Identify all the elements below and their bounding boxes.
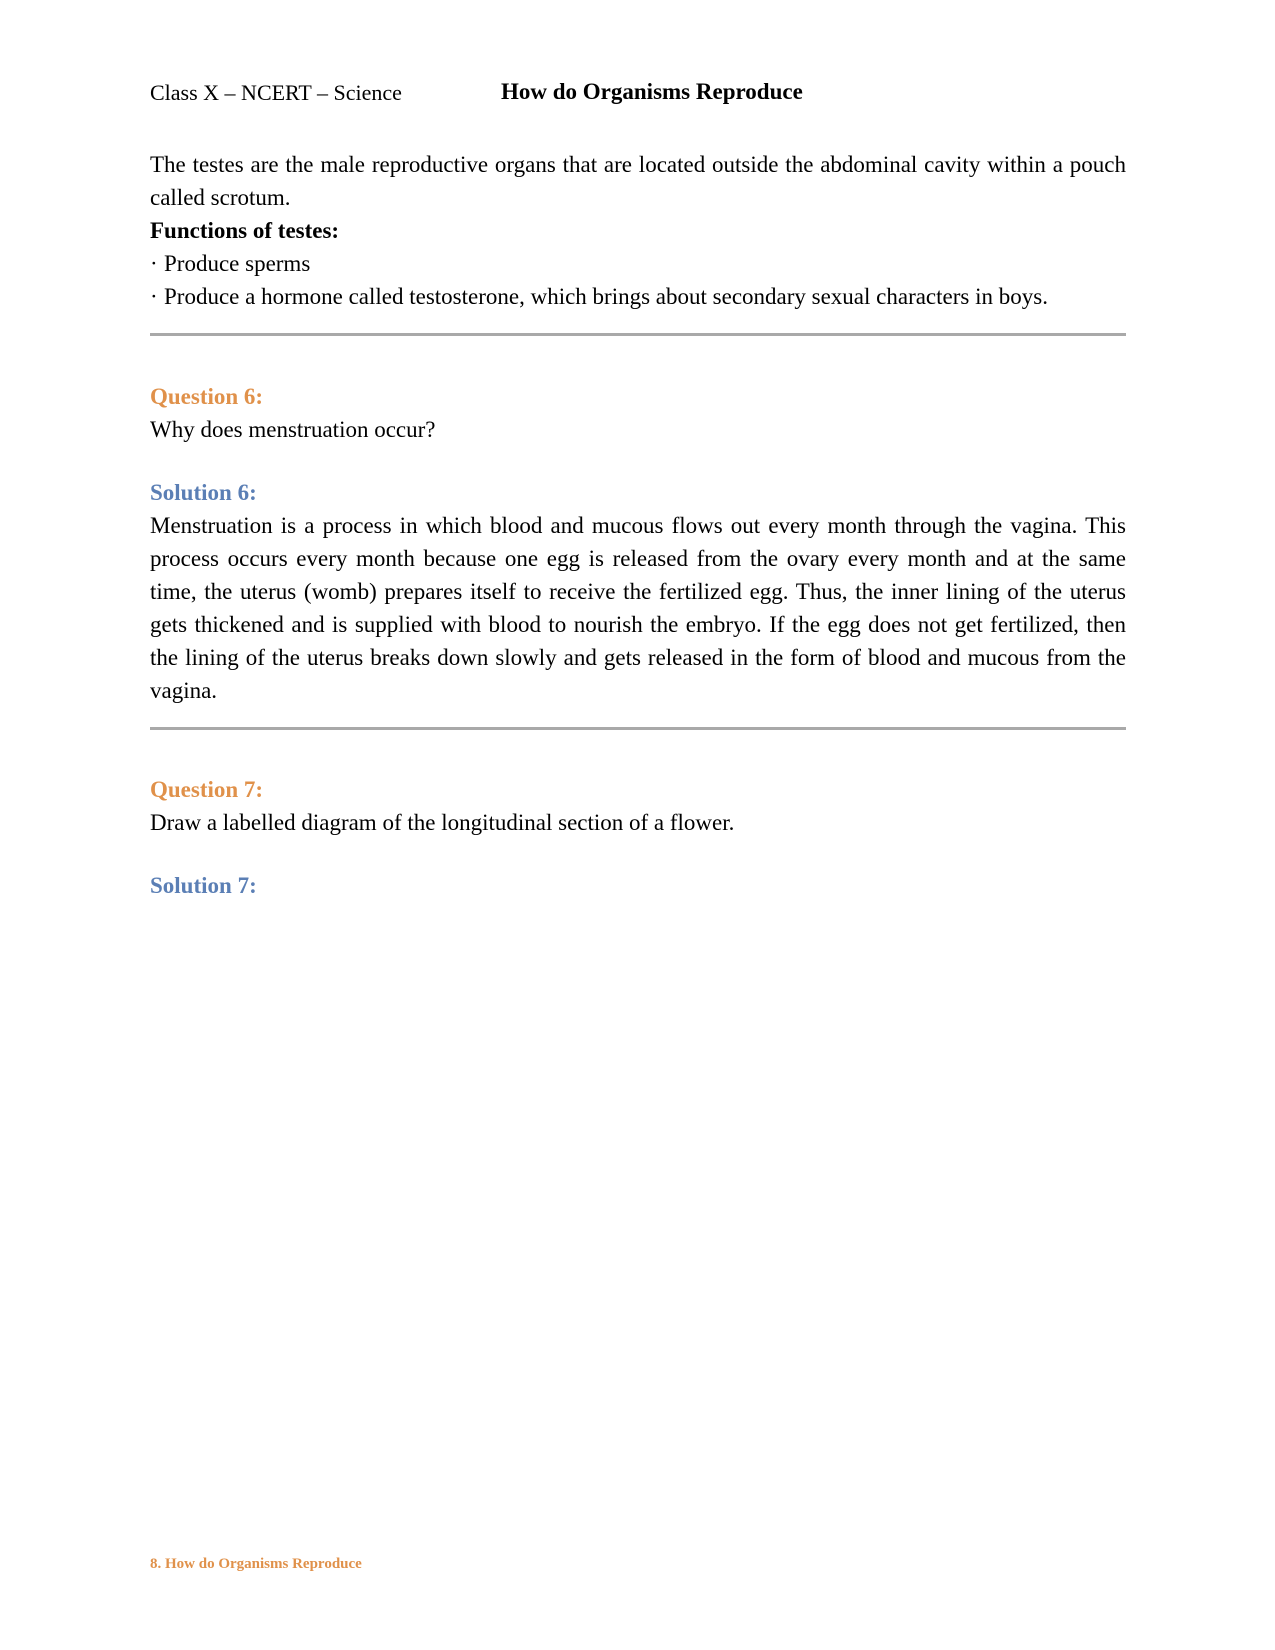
question-6-text: Why does menstruation occur?	[150, 417, 436, 442]
bullet-text: Produce sperms	[164, 251, 311, 276]
document-page	[150, 0, 1126, 1650]
solution-7-label: Solution 7:	[150, 873, 257, 898]
question-6-label: Question 6:	[150, 384, 264, 409]
page-footer: 8. How do Organisms Reproduce	[150, 1556, 362, 1572]
solution-6-label: Solution 6:	[150, 480, 257, 505]
header-course-label: Class X – NCERT – Science	[150, 80, 402, 105]
bullet-item	[150, 280, 1126, 313]
page-content	[150, 148, 1126, 902]
solution-6-text: Menstruation is a process in which blood and mucous flows out every month through the vagina. This process occurs every month because one egg is released from the ovary every month and at the same time, the uterus (womb) prepares itself to receive the fertilized egg. Thus, the inner lining of the uterus gets thickened and is supplied with blood to nourish the embryo. If the egg does not get fertilized, then the lining of the uterus breaks down slowly and gets released in the form of blood and mucous from the vagina.	[150, 513, 1126, 703]
bullet-symbol: ·	[150, 251, 158, 276]
page-header	[150, 80, 1126, 110]
question-7-label: Question 7:	[150, 777, 264, 802]
bullet-symbol: ·	[150, 284, 158, 309]
bullet-item	[150, 247, 1126, 280]
bullet-text: Produce a hormone called testosterone, which brings about secondary sexual characters in boys.	[164, 284, 1048, 309]
header-chapter-title: How do Organisms Reproduce	[501, 79, 803, 104]
intro-paragraph: The testes are the male reproductive organs that are located outside the abdominal cavity within a pouch called scrotum.	[150, 152, 1126, 210]
question-7-text: Draw a labelled diagram of the longitudinal section of a flower.	[150, 810, 735, 835]
functions-heading: Functions of testes:	[150, 218, 340, 243]
